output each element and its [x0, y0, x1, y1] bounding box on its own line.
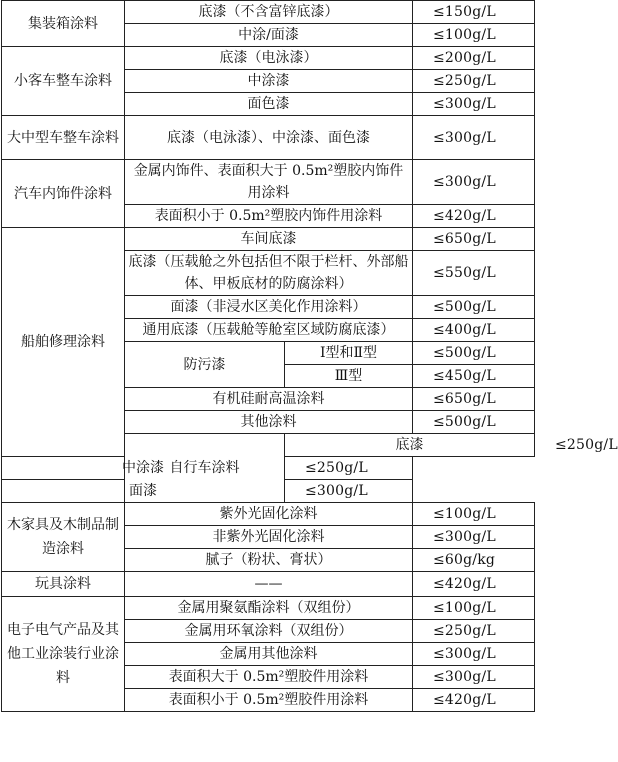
voc-limit-cell: ≤420g/L	[413, 205, 535, 228]
voc-limit-cell: ≤300g/L	[413, 643, 535, 666]
voc-limit-cell: ≤300g/L	[285, 480, 413, 503]
coating-type-cell: 有机硅耐高温涂料	[125, 388, 413, 411]
voc-limit-cell: ≤100g/L	[413, 597, 535, 620]
category-cell: 玩具涂料	[2, 572, 125, 597]
table-row	[2, 503, 535, 526]
voc-limit-cell: ≤300g/L	[413, 666, 535, 689]
voc-limit-cell: ≤250g/L	[413, 70, 535, 93]
table-row: 自行车涂料 底漆 ≤250g/L	[2, 434, 535, 457]
voc-limit-cell: ≤300g/L	[413, 160, 535, 205]
voc-limit-cell: ≤500g/L	[413, 342, 535, 365]
coating-type-cell: 表面积小于 0.5m²塑胶件用涂料	[125, 689, 413, 712]
coating-type-cell: Ⅰ型和Ⅱ型	[285, 342, 413, 365]
coating-type-cell: 表面积小于 0.5m²塑胶内饰件用涂料	[125, 205, 413, 228]
coating-type-cell: 金属用其他涂料	[125, 643, 413, 666]
voc-limit-cell: ≤300g/L	[413, 93, 535, 116]
coating-type-cell: 底漆	[285, 434, 535, 457]
table-row	[2, 572, 535, 597]
voc-limit-cell: ≤250g/L	[285, 457, 413, 480]
coating-type-cell: 金属用聚氨酯涂料（双组份）	[125, 597, 413, 620]
coating-type-cell: 金属内饰件、表面积大于 0.5m²塑胶内饰件用涂料	[125, 160, 413, 205]
voc-limit-cell: ≤60g/kg	[413, 549, 535, 572]
table-row	[2, 116, 535, 160]
coating-type-cell: 其他涂料	[125, 411, 413, 434]
coating-type-cell: 底漆（不含富锌底漆）	[125, 1, 413, 24]
voc-limits-body	[2, 1, 618, 712]
voc-limit-cell: ≤200g/L	[413, 47, 535, 70]
table-row	[2, 47, 535, 70]
coating-type-cell: 紫外光固化涂料	[125, 503, 413, 526]
coating-type-cell: 中涂漆	[125, 70, 413, 93]
subcategory-cell: 防污漆	[125, 342, 285, 388]
coating-type-cell: 通用底漆（压载舱等舱室区域防腐底漆）	[125, 319, 413, 342]
table-row	[2, 160, 535, 205]
coating-type-cell: 中涂/面漆	[125, 24, 413, 47]
voc-limit-cell: ≤650g/L	[413, 388, 535, 411]
voc-limit-cell: ≤500g/L	[413, 296, 535, 319]
voc-limit-cell: ≤450g/L	[413, 365, 535, 388]
table-row	[2, 457, 535, 480]
coating-type-cell: 非紫外光固化涂料	[125, 526, 413, 549]
coating-type-cell: 金属用环氧涂料（双组份）	[125, 620, 413, 643]
coating-type-cell: Ⅲ型	[285, 365, 413, 388]
category-cell: 大中型车整车涂料	[2, 116, 125, 160]
voc-limit-cell: ≤150g/L	[413, 1, 535, 24]
category-cell: 自行车涂料	[125, 434, 285, 503]
coating-type-cell: 表面积大于 0.5m²塑胶件用涂料	[125, 666, 413, 689]
coating-type-cell: 面漆（非浸水区美化作用涂料）	[125, 296, 413, 319]
coating-type-cell: 底漆（电泳漆）、中涂漆、面色漆	[125, 116, 413, 160]
coating-type-cell: 车间底漆	[125, 228, 413, 251]
table-row	[2, 228, 535, 251]
coating-type-cell: 面漆	[2, 480, 285, 503]
voc-limit-cell: ≤250g/L	[413, 620, 535, 643]
coating-type-cell: 腻子（粉状、膏状）	[125, 549, 413, 572]
table-row	[2, 1, 535, 24]
coating-type-cell: 底漆（电泳漆）	[125, 47, 413, 70]
coating-type-cell: ——	[125, 572, 413, 597]
table-row	[2, 480, 535, 503]
table-row	[2, 597, 535, 620]
coating-type-cell: 底漆（压载舱之外包括但不限于栏杆、外部船体、甲板底材的防腐涂料）	[125, 251, 413, 296]
voc-limit-cell: ≤650g/L	[413, 228, 535, 251]
voc-limit-cell: ≤300g/L	[413, 116, 535, 160]
voc-limit-cell: ≤100g/L	[413, 24, 535, 47]
voc-limit-cell: ≤100g/L	[413, 503, 535, 526]
voc-limit-cell: ≤420g/L	[413, 689, 535, 712]
voc-limit-cell: ≤420g/L	[413, 572, 535, 597]
category-cell: 小客车整车涂料	[2, 47, 125, 116]
category-cell: 汽车内饰件涂料	[2, 160, 125, 228]
category-cell: 集装箱涂料	[2, 1, 125, 47]
category-cell: 电子电气产品及其他工业涂装行业涂料	[2, 597, 125, 712]
voc-limit-cell: ≤300g/L	[413, 526, 535, 549]
coating-type-cell: 中涂漆	[2, 457, 285, 480]
category-cell: 船舶修理涂料	[2, 228, 125, 457]
voc-limit-cell: ≤400g/L	[413, 319, 535, 342]
category-cell: 木家具及木制品制造涂料	[2, 503, 125, 572]
voc-limit-cell: ≤500g/L	[413, 411, 535, 434]
voc-limits-table	[1, 0, 618, 712]
coating-type-cell: 面色漆	[125, 93, 413, 116]
voc-limit-cell: ≤550g/L	[413, 251, 535, 296]
